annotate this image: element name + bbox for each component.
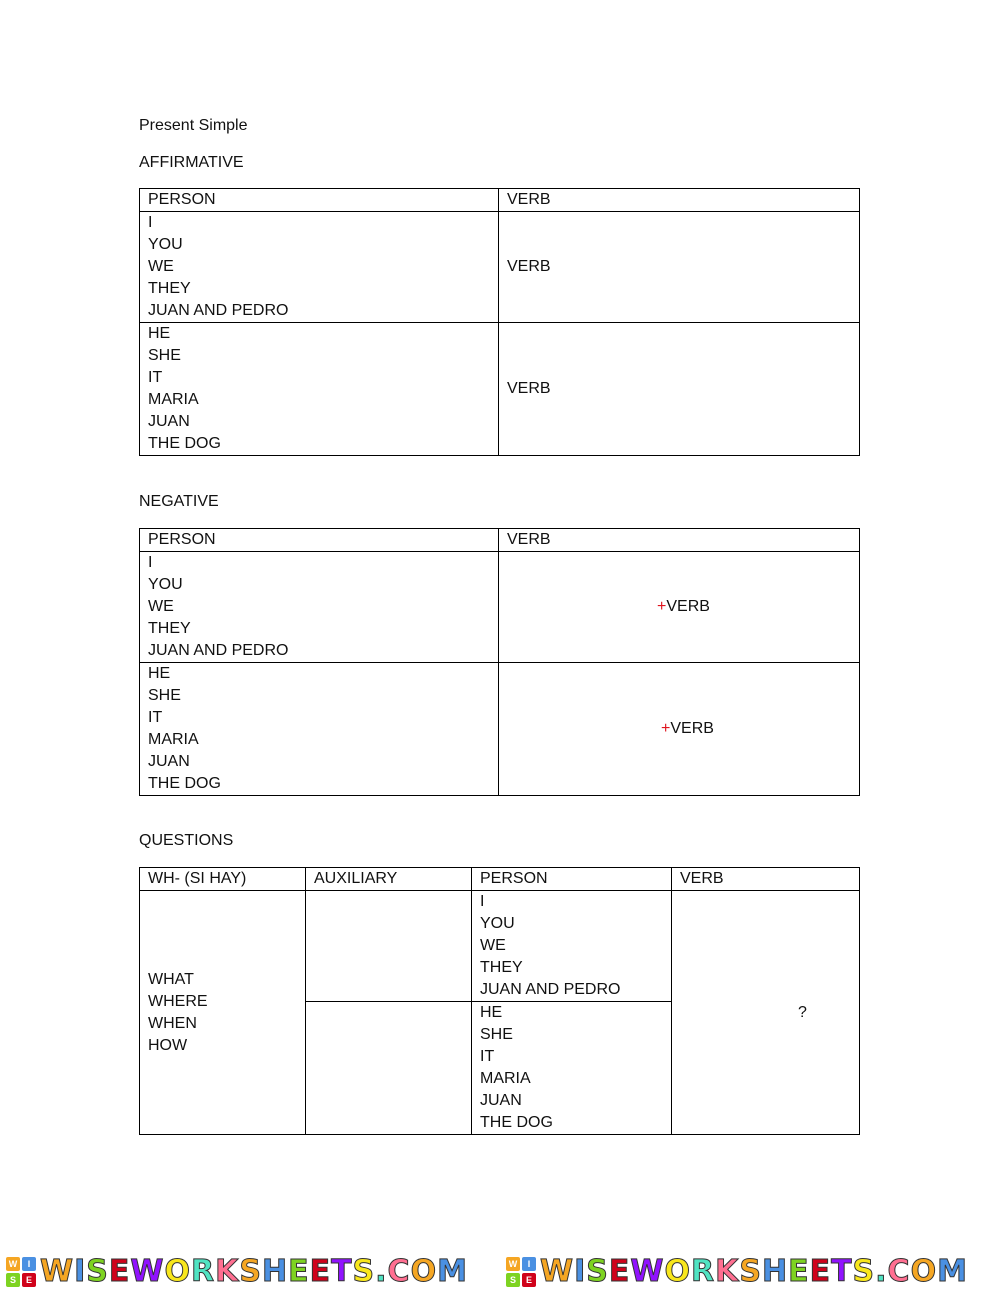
affirmative-heading: AFFIRMATIVE bbox=[139, 154, 244, 171]
brand-letter: S bbox=[586, 1254, 609, 1289]
brand-letter: R bbox=[690, 1254, 716, 1289]
footer-brand-block bbox=[500, 1254, 1000, 1289]
table-header-row bbox=[140, 189, 860, 212]
brand-letter: I bbox=[74, 1254, 87, 1289]
header-auxiliary: AUXILIARY bbox=[306, 868, 472, 891]
header-verb: VERB bbox=[499, 189, 860, 212]
verb-cell bbox=[499, 212, 860, 323]
brand-letter: C bbox=[387, 1254, 411, 1289]
logo-icon bbox=[506, 1257, 536, 1287]
page-title: Present Simple bbox=[139, 117, 248, 134]
verb-cell bbox=[499, 663, 860, 796]
person-item: I bbox=[480, 893, 485, 910]
person-item: HE bbox=[148, 665, 171, 682]
brand-letter: E bbox=[288, 1254, 310, 1289]
wh-word: WHEN bbox=[148, 1014, 197, 1032]
table-header-row bbox=[140, 868, 860, 891]
brand-letter: H bbox=[761, 1254, 789, 1289]
logo-letter: S bbox=[6, 1273, 20, 1287]
person-item: JUAN AND PEDRO bbox=[480, 981, 621, 998]
verb-label: VERB bbox=[507, 258, 551, 275]
person-item: JUAN AND PEDRO bbox=[148, 302, 289, 319]
person-item: HE bbox=[148, 325, 171, 342]
wh-words-cell bbox=[140, 891, 306, 1135]
verb-cell bbox=[499, 323, 860, 456]
person-list bbox=[472, 891, 672, 1002]
brand-text bbox=[40, 1254, 468, 1289]
logo-icon bbox=[6, 1257, 36, 1287]
person-item: THE DOG bbox=[148, 775, 221, 792]
person-list bbox=[140, 323, 499, 456]
brand-letter: O bbox=[910, 1254, 938, 1289]
brand-letter: E bbox=[108, 1254, 131, 1289]
person-list bbox=[140, 212, 499, 323]
person-item: YOU bbox=[480, 915, 515, 932]
brand-letter: O bbox=[410, 1254, 438, 1289]
logo-letter: S bbox=[506, 1273, 520, 1287]
brand-letter: M bbox=[937, 1254, 968, 1289]
person-item: THEY bbox=[148, 620, 191, 637]
verb-label: VERB bbox=[507, 380, 551, 397]
question-mark: ? bbox=[798, 1003, 807, 1021]
brand-letter: I bbox=[574, 1254, 587, 1289]
table-row bbox=[140, 663, 860, 796]
brand-letter: S bbox=[739, 1254, 762, 1289]
plus-sign: + bbox=[661, 720, 671, 737]
negative-heading: NEGATIVE bbox=[139, 493, 219, 510]
person-item: MARIA bbox=[148, 731, 199, 748]
brand-letter: W bbox=[540, 1254, 575, 1289]
wh-word: WHAT bbox=[148, 970, 194, 988]
auxiliary-cell bbox=[306, 891, 472, 1002]
wh-word: WHERE bbox=[148, 992, 208, 1010]
logo-letter: I bbox=[22, 1257, 36, 1271]
header-wh: WH- (SI HAY) bbox=[140, 868, 306, 891]
brand-letter: O bbox=[664, 1254, 691, 1289]
brand-letter: H bbox=[261, 1254, 289, 1289]
person-list bbox=[140, 663, 499, 796]
person-item: THE DOG bbox=[480, 1114, 553, 1131]
person-item: YOU bbox=[148, 576, 183, 593]
person-item: THE DOG bbox=[148, 435, 221, 452]
person-item: HE bbox=[480, 1004, 503, 1021]
person-item: MARIA bbox=[148, 391, 199, 408]
brand-letter: . bbox=[875, 1254, 888, 1289]
auxiliary-cell bbox=[306, 1002, 472, 1135]
person-item: YOU bbox=[148, 236, 183, 253]
table-row bbox=[140, 552, 860, 663]
verb-cell bbox=[672, 891, 860, 1135]
brand-letter: M bbox=[437, 1254, 468, 1289]
person-item: SHE bbox=[148, 347, 181, 364]
person-item: SHE bbox=[148, 687, 181, 704]
logo-letter: W bbox=[6, 1257, 20, 1271]
person-item: JUAN bbox=[480, 1092, 522, 1109]
person-item: JUAN bbox=[148, 413, 190, 430]
person-item: IT bbox=[148, 709, 163, 726]
brand-letter: S bbox=[239, 1254, 262, 1289]
brand-letter: K bbox=[715, 1254, 740, 1289]
brand-letter: W bbox=[40, 1254, 75, 1289]
person-item: JUAN AND PEDRO bbox=[148, 642, 289, 659]
person-list bbox=[140, 552, 499, 663]
brand-letter: . bbox=[375, 1254, 388, 1289]
logo-letter: E bbox=[22, 1273, 36, 1287]
footer-brand-block bbox=[0, 1254, 500, 1289]
person-item: THEY bbox=[148, 280, 191, 297]
brand-letter: W bbox=[630, 1254, 665, 1289]
table-row bbox=[140, 212, 860, 323]
header-person: PERSON bbox=[140, 529, 499, 552]
table-row bbox=[140, 323, 860, 456]
plus-sign: + bbox=[657, 598, 667, 615]
brand-letter: S bbox=[86, 1254, 109, 1289]
person-item: WE bbox=[480, 937, 506, 954]
logo-letter: I bbox=[522, 1257, 536, 1271]
verb-label: VERB bbox=[670, 720, 714, 737]
questions-table bbox=[139, 867, 860, 1135]
brand-letter: E bbox=[608, 1254, 631, 1289]
brand-letter: W bbox=[130, 1254, 165, 1289]
brand-letter: S bbox=[352, 1254, 376, 1289]
brand-letter: K bbox=[215, 1254, 240, 1289]
brand-letter: T bbox=[831, 1254, 853, 1289]
person-list bbox=[472, 1002, 672, 1135]
header-person: PERSON bbox=[140, 189, 499, 212]
person-item: I bbox=[148, 214, 153, 231]
table-header-row bbox=[140, 529, 860, 552]
brand-letter: E bbox=[309, 1254, 332, 1289]
brand-letter: T bbox=[331, 1254, 353, 1289]
footer-banner bbox=[0, 1252, 1000, 1291]
person-item: WE bbox=[148, 258, 174, 275]
affirmative-table bbox=[139, 188, 860, 456]
header-verb: VERB bbox=[672, 868, 860, 891]
person-item: IT bbox=[480, 1048, 495, 1065]
person-item: IT bbox=[148, 369, 163, 386]
questions-heading: QUESTIONS bbox=[139, 832, 234, 849]
brand-letter: O bbox=[164, 1254, 191, 1289]
person-item: MARIA bbox=[480, 1070, 531, 1087]
negative-table bbox=[139, 528, 860, 796]
verb-cell bbox=[499, 552, 860, 663]
person-item: JUAN bbox=[148, 753, 190, 770]
brand-letter: S bbox=[852, 1254, 876, 1289]
person-item: WE bbox=[148, 598, 174, 615]
header-verb: VERB bbox=[499, 529, 860, 552]
person-item: I bbox=[148, 554, 153, 571]
table-row bbox=[140, 891, 860, 1002]
brand-letter: C bbox=[887, 1254, 911, 1289]
wh-word: HOW bbox=[148, 1036, 188, 1054]
person-item: THEY bbox=[480, 959, 523, 976]
brand-letter: E bbox=[809, 1254, 832, 1289]
header-person: PERSON bbox=[472, 868, 672, 891]
verb-label: VERB bbox=[666, 598, 710, 615]
brand-text bbox=[540, 1254, 968, 1289]
brand-letter: R bbox=[190, 1254, 216, 1289]
logo-letter: E bbox=[522, 1273, 536, 1287]
person-item: SHE bbox=[480, 1026, 513, 1043]
brand-letter: E bbox=[788, 1254, 810, 1289]
logo-letter: W bbox=[506, 1257, 520, 1271]
